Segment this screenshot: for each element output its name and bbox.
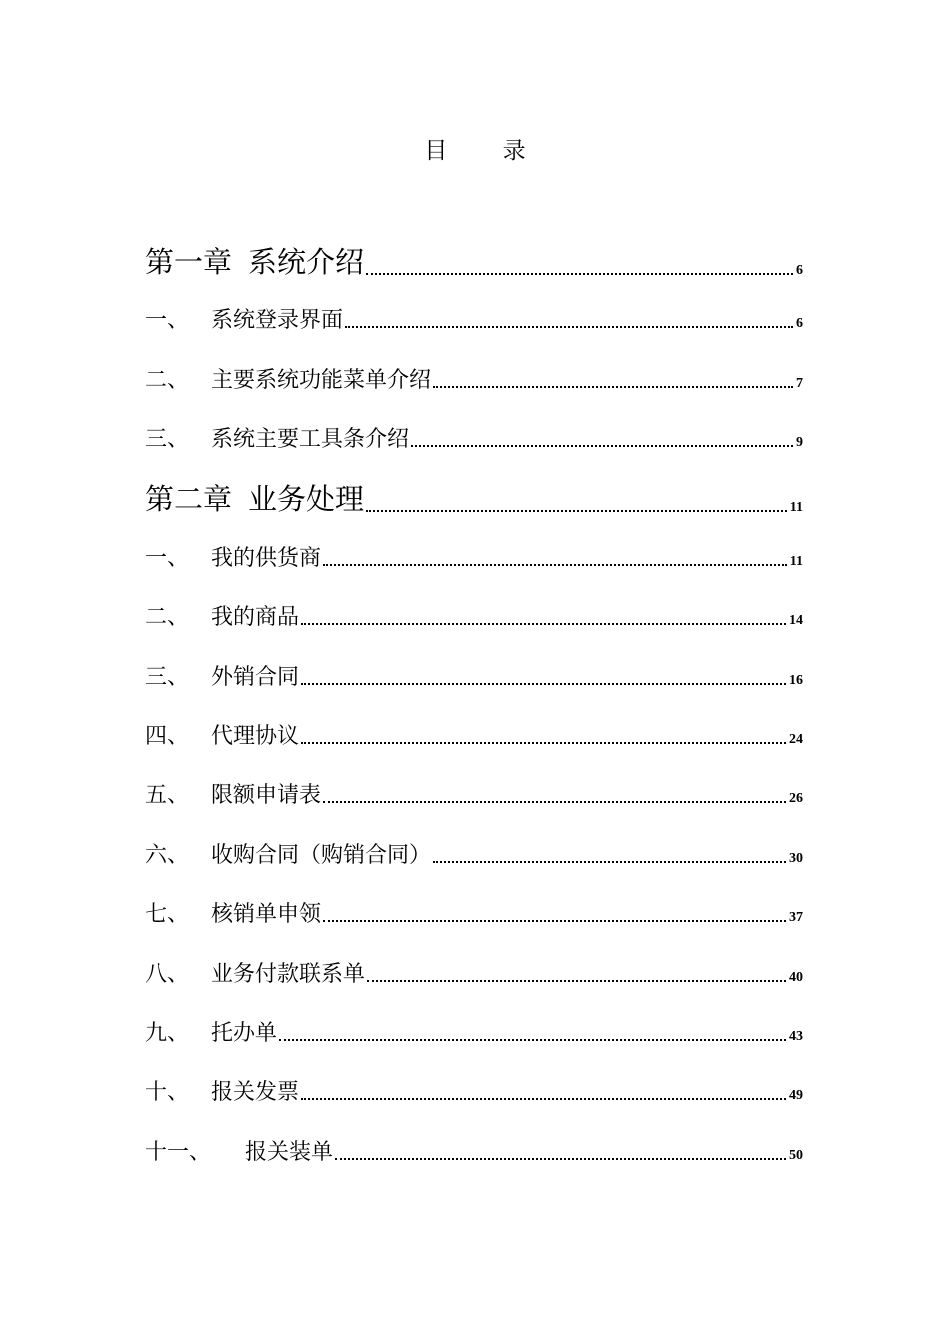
toc-entry-number: 二、 [145, 605, 190, 630]
toc-entry-number: 五、 [145, 783, 190, 808]
toc-entry-label [145, 477, 364, 518]
toc-entry-label [145, 838, 431, 869]
toc-title: 目 录 [424, 138, 550, 164]
toc-entry-section[interactable] [145, 1016, 803, 1047]
toc-entry-number: 十、 [145, 1080, 190, 1105]
toc-entry-label [145, 1075, 299, 1106]
toc-entry-label [145, 897, 321, 928]
dot-leader [345, 326, 793, 328]
toc-entry-section[interactable] [145, 363, 803, 394]
toc-entry-text: 代理协议 [211, 724, 300, 749]
dot-leader [279, 1039, 786, 1041]
toc-entry-page: 24 [789, 732, 803, 747]
toc-entry-section[interactable] [145, 778, 803, 809]
toc-entry-label [145, 1135, 333, 1166]
toc-entry-text: 系统主要工具条介绍 [211, 427, 410, 452]
toc-entry-number: 四、 [145, 724, 190, 749]
toc-entry-section[interactable] [145, 1075, 803, 1106]
toc-entry-text: 核销单申领 [211, 902, 322, 927]
toc-entry-number: 十一、 [145, 1140, 212, 1165]
toc-entry-chapter-1[interactable] [145, 240, 803, 281]
dot-leader [367, 980, 786, 982]
dot-leader [433, 386, 793, 388]
toc-entry-number: 一、 [145, 546, 190, 571]
dot-leader [301, 623, 786, 625]
toc-entry-label [145, 303, 343, 334]
dot-leader [411, 445, 793, 447]
dot-leader [301, 683, 786, 685]
toc-entry-number: 第一章 [145, 245, 233, 279]
toc-entry-number: 八、 [145, 962, 190, 987]
toc-entry-label [145, 957, 365, 988]
toc-entry-page: 40 [789, 970, 803, 985]
toc-entry-section[interactable] [145, 719, 803, 750]
toc-entry-number: 二、 [145, 368, 190, 393]
toc-entry-text: 系统介绍 [248, 245, 365, 279]
toc-entry-text: 限额申请表 [211, 783, 322, 808]
toc-entry-number: 三、 [145, 427, 190, 452]
dot-leader [366, 273, 793, 275]
toc-entry-text: 收购合同（购销合同） [211, 843, 432, 868]
toc-entry-page: 6 [796, 263, 803, 278]
toc-entry-label [145, 541, 321, 572]
dot-leader [301, 742, 786, 744]
toc-entry-section[interactable] [145, 660, 803, 691]
toc-entry-page: 6 [796, 316, 803, 331]
toc-entry-section[interactable] [145, 897, 803, 928]
toc-entry-text: 主要系统功能菜单介绍 [211, 368, 432, 393]
toc-entry-number: 九、 [145, 1021, 190, 1046]
toc-entry-page: 43 [789, 1029, 803, 1044]
toc-entry-number: 第二章 [145, 482, 233, 516]
toc-entry-page: 11 [789, 554, 803, 569]
toc-entry-page: 9 [796, 435, 803, 450]
toc-entry-label [145, 422, 409, 453]
toc-entry-number: 七、 [145, 902, 190, 927]
toc-entry-label [145, 660, 299, 691]
toc-entry-page: 14 [789, 613, 803, 628]
toc-entry-text: 托办单 [211, 1021, 278, 1046]
toc-entry-label [145, 363, 431, 394]
toc-entry-text: 系统登录界面 [211, 308, 344, 333]
toc-entry-chapter-2[interactable] [145, 477, 803, 518]
toc-entry-section[interactable] [145, 838, 803, 869]
toc-entry-section[interactable] [145, 957, 803, 988]
toc-entry-text: 业务处理 [248, 482, 365, 516]
toc-entry-number: 三、 [145, 665, 190, 690]
toc-entry-text: 报关装单 [245, 1140, 334, 1165]
toc-entry-page: 11 [789, 500, 803, 515]
toc-entry-label [145, 719, 299, 750]
toc-entry-number: 一、 [145, 308, 190, 333]
toc-entry-number: 六、 [145, 843, 190, 868]
toc-entry-text: 业务付款联系单 [211, 962, 366, 987]
toc-entry-label [145, 240, 364, 281]
toc-entry-page: 26 [789, 791, 803, 806]
toc-entry-text: 外销合同 [211, 665, 300, 690]
toc-entry-section[interactable] [145, 303, 803, 334]
toc-entry-page: 49 [789, 1088, 803, 1103]
dot-leader [335, 1158, 786, 1160]
toc-entry-section[interactable] [145, 1135, 803, 1166]
toc-entry-page: 30 [789, 851, 803, 866]
toc-entry-section[interactable] [145, 422, 803, 453]
toc-entry-label [145, 600, 299, 631]
dot-leader [323, 920, 786, 922]
toc-entry-page: 37 [789, 910, 803, 925]
toc-entry-text: 我的供货商 [211, 546, 322, 571]
toc-entry-label [145, 1016, 277, 1047]
dot-leader [301, 1098, 786, 1100]
toc-entry-label [145, 778, 321, 809]
dot-leader [323, 801, 786, 803]
dot-leader [323, 564, 787, 566]
toc-entry-text: 报关发票 [211, 1080, 300, 1105]
toc-entry-text: 我的商品 [211, 605, 300, 630]
toc-entry-page: 7 [796, 376, 803, 391]
toc-entry-page: 16 [789, 673, 803, 688]
dot-leader [366, 510, 787, 512]
toc-entry-section[interactable] [145, 600, 803, 631]
toc-entry-page: 50 [789, 1148, 803, 1163]
toc-entry-section[interactable] [145, 541, 803, 572]
dot-leader [433, 861, 786, 863]
